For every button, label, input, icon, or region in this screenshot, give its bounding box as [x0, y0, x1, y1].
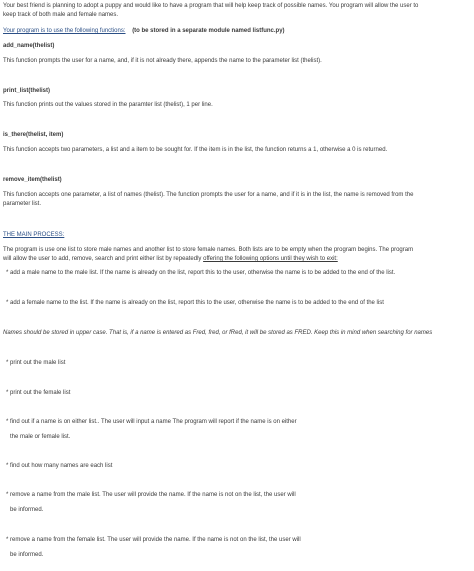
option-count-names: * find out how many names are each list	[6, 463, 113, 469]
function-name-print-list: print_list(thelist)	[3, 88, 51, 94]
main-process-heading: THE MAIN PROCESS:	[3, 232, 65, 238]
main-paragraph-1: The program is use one list to store male names and another list to store female names. Both lists are to be empty when the program begins. The program	[3, 247, 414, 253]
main-paragraph-2	[3, 255, 470, 264]
uppercase-note: Names should be stored in upper case. That is, if a name is entered as Fred, fred, or fRed, it will be stored as FRED. Keep this in mind when searching for names	[3, 330, 433, 336]
option-remove-female-1: * remove a name from the female list. The user will provide the name. If the name is not on the list, the user will	[6, 537, 301, 543]
option-print-male: * print out the male list	[6, 360, 66, 366]
option-remove-male-1: * remove a name from the male list. The user will provide the name. If the name is not on the list, the user will	[6, 492, 296, 498]
module-instruction	[3, 27, 470, 36]
function-name-remove-item: remove_item(thelist)	[3, 177, 62, 183]
intro-line-1: Your best friend is planning to adopt a puppy and would like to have a program that will help keep track of possible names. You program will allow the user to	[3, 3, 419, 9]
function-desc-is-there: This function accepts two parameters, a list and a item to be sought for. If the item is in the list, the function returns a 1, otherwise a 0 is returned.	[3, 147, 388, 153]
main-paragraph-2b: offering the following options until they wish to exit:	[203, 256, 338, 262]
function-desc-remove-item-1: This function accepts one parameter, a list of names (thelist). The function prompts the user for a name, and if it is in the list, the name is removed from the	[3, 192, 414, 198]
option-remove-female-2: be informed.	[10, 552, 44, 558]
option-find-name-2: the male or female list.	[10, 434, 71, 440]
option-add-male: * add a male name to the male list. If the name is already on the list, report this to the user, otherwise the name is to be added to the end of the list.	[6, 270, 396, 276]
option-print-female: * print out the female list	[6, 390, 71, 396]
option-add-female: * add a female name to the list. If the name is already on the list, report this to the user, otherwise the name is to be added to the end of the list	[6, 300, 384, 306]
module-note: (to be stored in a separate module named listfunc.py)	[132, 28, 285, 34]
function-desc-print-list: This function prints out the values stored in the paramter list (thelist), 1 per line.	[3, 102, 213, 108]
intro-line-2: keep track of both male and female names.	[3, 12, 119, 18]
function-desc-remove-item-2: parameter list.	[3, 201, 42, 207]
module-link[interactable]: Your program is to use the following functions:	[3, 28, 126, 34]
function-name-add-name: add_name(thelist)	[3, 43, 55, 49]
option-find-name-1: * find out if a name is on either list.. The user will input a name The program will report if the name is on either	[6, 419, 297, 425]
option-remove-male-2: be informed.	[10, 507, 44, 513]
main-paragraph-2a: will allow the user to add, remove, search and print either list by repeatedly	[3, 256, 204, 262]
function-name-is-there: is_there(thelist, item)	[3, 132, 64, 138]
function-desc-add-name: This function prompts the user for a name, and, if it is not already there, appends the name to the parameter list (thelist).	[3, 58, 322, 64]
